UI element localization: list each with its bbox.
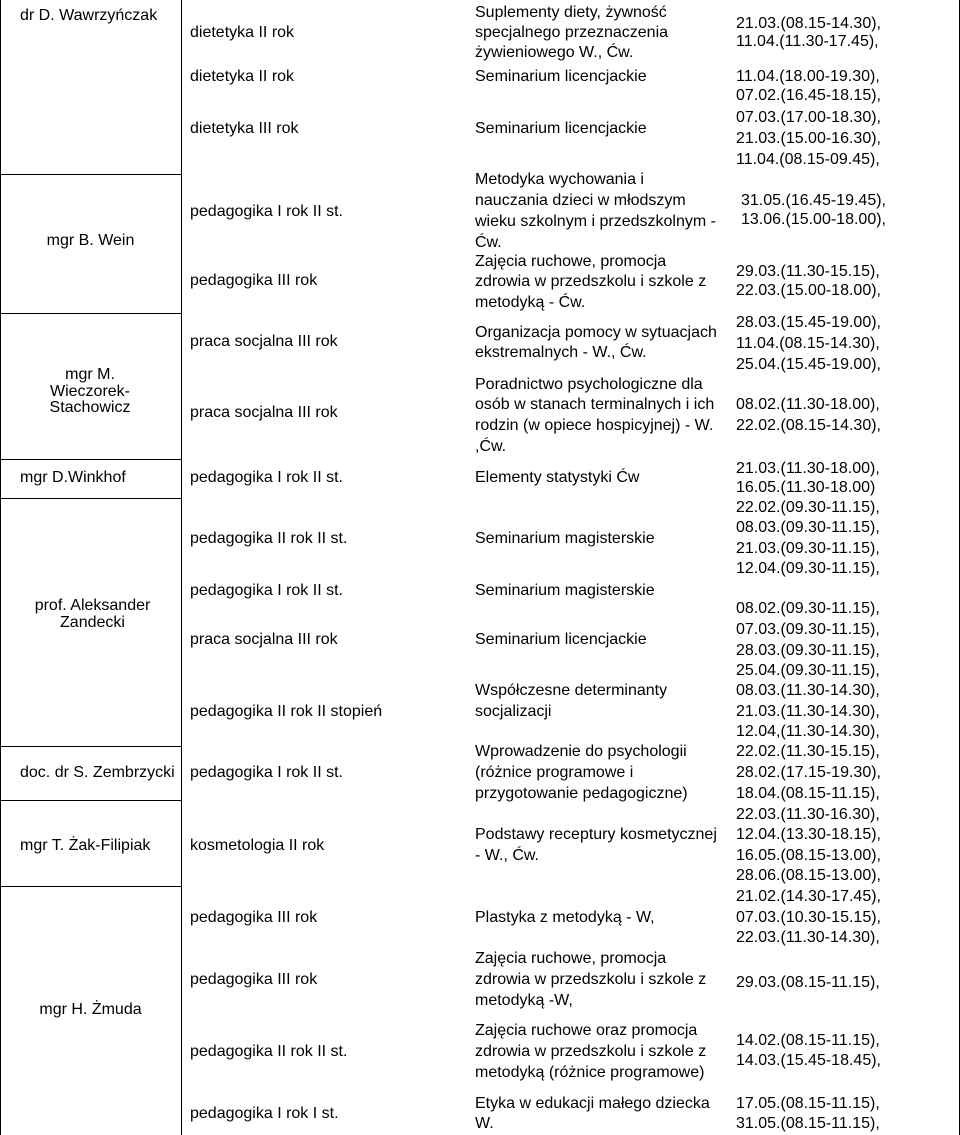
date-entry: 31.05.(08.15-11.15), [736,1115,880,1132]
subject-line: zdrowia w przedszkolu i szkole z [475,1043,707,1060]
date-entry: 12.04.(09.30-11.15), [736,560,880,577]
row-divider [0,313,181,314]
date-entry: 22.02.(08.15-14.30), [736,417,881,434]
date-entry: 29.03.(11.30-15.15), [736,263,880,280]
subject-line: Seminarium licencjackie [475,631,647,648]
subject-line: Suplementy diety, żywność [475,4,667,21]
teacher-name: mgr H. Żmuda [39,1001,142,1018]
row-divider [0,459,181,460]
group-label: pedagogika II rok II st. [190,530,348,547]
date-entry: 28.03.(09.30-11.15), [736,642,880,659]
subject-line: Seminarium magisterskie [475,582,655,599]
row-divider [0,746,181,747]
row-divider [0,174,181,175]
subject-line: Zajęcia ruchowe, promocja [475,950,667,967]
date-entry: 21.03.(08.15-14.30), [736,15,881,32]
date-entry: 28.02.(17.15-19.30), [736,764,881,781]
date-entry: 14.02.(08.15-11.15), [736,1032,880,1049]
subject-line: (różnice programowe i [475,764,634,781]
subject-line: Seminarium licencjackie [475,68,647,85]
date-entry: 18.04.(08.15-11.15), [736,785,880,802]
date-entry: 16.05.(08.15-13.00), [736,847,881,864]
subject-line: zdrowia w przedszkolu i szkole z [475,971,707,988]
subject-line: Plastyka z metodyką - W, [475,909,655,926]
group-label: pedagogika III rok [190,971,318,988]
date-entry: 08.02.(11.30-18.00), [736,396,880,413]
group-label: pedagogika I rok I st. [190,1105,339,1122]
teacher-name: mgr D.Winkhof [20,469,126,486]
date-entry: 22.02.(09.30-11.15), [736,499,880,516]
column-divider-teacher [181,0,182,1135]
group-label: pedagogika I rok II st. [190,582,343,599]
subject-line: nauczania dzieci w młodszym [475,192,686,209]
subject-line: Etyka w edukacji małego dziecka [475,1095,710,1112]
group-label: kosmetologia II rok [190,837,325,854]
date-entry: 29.03.(08.15-11.15), [736,974,880,991]
group-label: praca socjalna III rok [190,631,338,648]
date-entry: 12.04,(11.30-14.30), [736,723,880,740]
date-entry: 21.03.(09.30-11.15), [736,540,880,557]
subject-line: metodyką (różnice programowe) [475,1064,705,1081]
group-label: pedagogika II rok II stopień [190,703,383,720]
group-label: pedagogika I rok II st. [190,469,343,486]
subject-line: Poradnictwo psychologiczne dla [475,376,703,393]
subject-line: Zajęcia ruchowe, promocja [475,253,667,270]
subject-line: ,Ćw. [475,438,507,455]
group-label: dietetyka III rok [190,120,299,137]
date-entry: 17.05.(08.15-11.15), [736,1095,880,1112]
group-label: pedagogika III rok [190,909,318,926]
date-entry: 14.03.(15.45-18.45), [736,1052,881,1069]
date-entry: 13.06.(15.00-18.00), [741,211,886,228]
subject-line: W. [475,1115,494,1132]
subject-line: Zajęcia ruchowe oraz promocja [475,1022,698,1039]
subject-line: ekstremalnych - W., Ćw. [475,344,647,361]
subject-line: metodyką - Ćw. [475,294,586,311]
subject-line: Seminarium licencjackie [475,120,647,137]
date-entry: 25.04.(15.45-19.00), [736,356,881,373]
group-label: pedagogika I rok II st. [190,764,343,781]
group-label: dietetyka II rok [190,24,295,41]
row-divider [0,800,181,801]
subject-line: Wprowadzenie do psychologii [475,743,687,760]
date-entry: 11.04.(18.00-19.30), [736,68,880,85]
subject-line: Współczesne determinanty [475,682,668,699]
teacher-name: mgr B. Wein [46,232,135,249]
date-entry: 12.04.(13.30-18.15), [736,826,881,843]
row-divider [0,498,181,499]
date-entry: 07.03.(17.00-18.30), [736,109,881,126]
subject-line: specjalnego przeznaczenia [475,24,669,41]
table-border-left [0,0,1,1135]
subject-line: przygotowanie pedagogiczne) [475,785,688,802]
date-entry: 08.03.(11.30-14.30), [736,682,880,699]
date-entry: 08.03.(09.30-11.15), [736,519,880,536]
subject-line: Seminarium magisterskie [475,530,655,547]
date-entry: 07.02.(16.45-18.15), [736,87,881,104]
group-label: pedagogika I rok II st. [190,203,343,220]
date-entry: 21.03.(15.00-16.30), [736,130,881,147]
date-entry: 22.02.(11.30-15.15), [736,743,880,760]
date-entry: 11.04.(08.15-09.45), [736,151,880,168]
subject-line: Podstawy receptury kosmetycznej [475,826,717,843]
teacher-name: prof. Aleksander Zandecki [34,597,151,631]
date-entry: 07.03.(09.30-11.15), [736,621,880,638]
date-entry: 08.02.(09.30-11.15), [736,600,880,617]
subject-line: rodzin (w opiece hospicyjnej) - W. [475,417,714,434]
group-label: praca socjalna III rok [190,404,338,421]
subject-line: metodyką -W, [475,992,573,1009]
teacher-name: mgr T. Żak-Filipiak [20,837,151,854]
date-entry: 25.04.(09.30-11.15), [736,662,880,679]
row-divider [0,886,181,887]
subject-line: żywieniowego W., Ćw. [475,44,634,61]
subject-line: zdrowia w przedszkolu i szkole z [475,273,707,290]
teacher-name: dr D. Wawrzyńczak [20,7,158,24]
date-entry: 31.05.(16.45-19.45), [741,192,886,209]
group-label: pedagogika II rok II st. [190,1043,348,1060]
subject-line: Organizacja pomocy w sytuacjach [475,324,717,341]
subject-line: Ćw. [475,234,502,251]
group-label: pedagogika III rok [190,272,318,289]
subject-line: Elementy statystyki Ćw [475,469,640,486]
group-label: dietetyka II rok [190,68,295,85]
teacher-name: mgr M. Wieczorek-Stachowicz [49,366,131,416]
subject-line: - W., Ćw. [475,847,539,864]
group-label: praca socjalna III rok [190,333,338,350]
date-entry: 21.02.(14.30-17.45), [736,888,881,905]
date-entry: 22.03.(15.00-18.00), [736,282,881,299]
date-entry: 28.06.(08.15-13.00), [736,867,881,884]
date-entry: 28.03.(15.45-19.00), [736,314,881,331]
date-entry: 16.05.(11.30-18.00) [736,479,876,496]
date-entry: 21.03.(11.30-14.30), [736,703,880,720]
subject-line: socjalizacji [475,703,552,720]
date-entry: 11.04.(08.15-14.30), [736,335,880,352]
date-entry: 22.03.(11.30-16.30), [736,806,880,823]
date-entry: 21.03.(11.30-18.00), [736,460,880,477]
subject-line: osób w stanach terminalnych i ich [475,396,715,413]
date-entry: 22.03.(11.30-14.30), [736,929,880,946]
subject-line: Metodyka wychowania i [475,171,644,188]
subject-line: wieku szkolnym i przedszkolnym - [475,213,716,230]
teacher-name: doc. dr S. Zembrzycki [20,764,175,781]
date-entry: 11.04.(11.30-17.45), [736,33,879,50]
date-entry: 07.03.(10.30-15.15), [736,909,881,926]
